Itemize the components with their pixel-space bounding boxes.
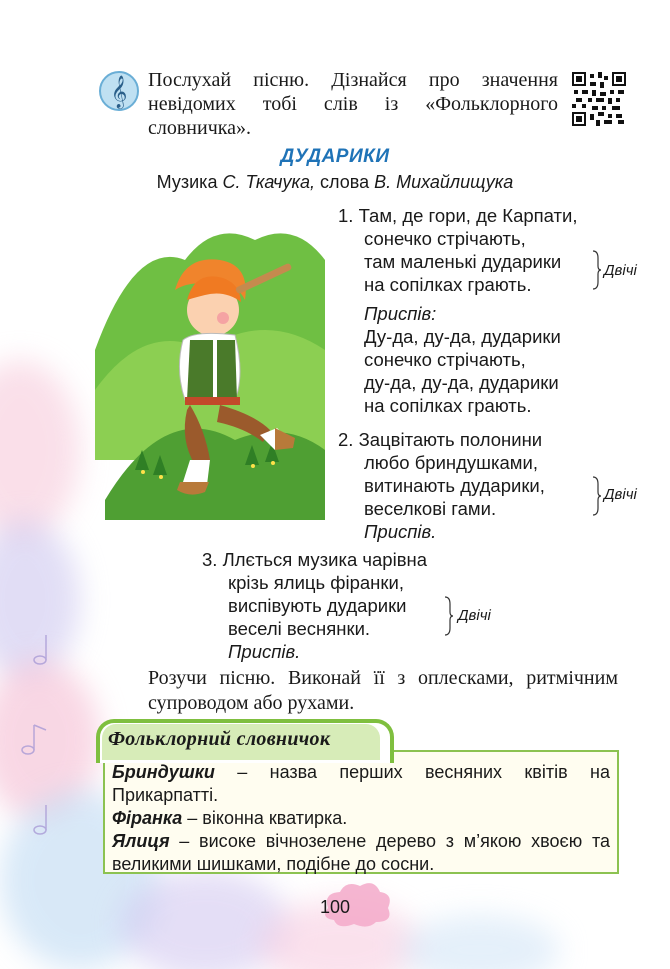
repeat-twice-label: Двічі [604, 486, 637, 503]
dictionary-term: Фіранка [112, 808, 183, 828]
svg-text:𝄞: 𝄞 [110, 75, 128, 108]
verse-line: виспівують дударики [228, 595, 407, 616]
verse-line: витинають дударики, [364, 475, 545, 496]
dictionary-entries [112, 761, 610, 876]
dictionary-title: Фольклорний словничок [108, 728, 331, 750]
chorus-label: Приспів: [364, 303, 437, 324]
dictionary-definition: – віконна кватирка. [182, 808, 348, 828]
chorus-line: на сопілках грають. [364, 395, 532, 416]
task-text: Розучи пісню. Виконай її з оплесками, ритмічним супроводом або рухами. [148, 667, 618, 714]
chorus-reference: Приспів. [364, 521, 437, 542]
page-number: 100 [319, 897, 351, 917]
dictionary-term: Бриндушки [112, 762, 215, 782]
chorus-line: ду-да, ду-да, дударики [364, 372, 559, 393]
brace-icon [592, 476, 602, 516]
song-credits [0, 172, 670, 193]
chorus [364, 302, 561, 417]
qr-code-icon[interactable] [572, 72, 626, 126]
song-title: ДУДАРИКИ [280, 146, 390, 167]
credits-music-label: Музика [156, 172, 223, 192]
chorus-line: сонечко стрічають, [364, 349, 526, 370]
verse-line: веселі веснянки. [228, 618, 371, 639]
treble-clef-icon [98, 70, 140, 112]
intro-text: Послухай пісню. Дізнайся про значення невідомих тобі слів із «Фольклорного словничка». [148, 69, 558, 139]
verse-line: 1. Там, де гори, де Карпати, [338, 205, 578, 226]
repeat-twice-label: Двічі [604, 262, 637, 279]
dictionary-entry [112, 807, 610, 830]
verse-line: 3. Ллється музика чарівна [202, 549, 428, 570]
verse-line: на сопілках грають. [364, 274, 532, 295]
brace-icon [592, 250, 602, 290]
dictionary-entry [112, 761, 610, 807]
lyricist-name: В. Михайлищука [374, 172, 514, 192]
verse-line: 2. Зацвітають полонини [338, 429, 543, 450]
verse-line: крізь ялиць фіранки, [228, 572, 404, 593]
verse-1 [338, 204, 578, 296]
dictionary-term: Ялиця [112, 831, 170, 851]
repeat-twice-label: Двічі [458, 607, 491, 624]
credits-words-label: слова [315, 172, 375, 192]
dictionary-entry [112, 830, 610, 876]
brace-icon [444, 596, 454, 636]
composer-name: С. Ткачука, [222, 172, 315, 192]
chorus-line: Ду-да, ду-да, дударики [364, 326, 561, 347]
dictionary-definition: – високе вічнозелене дерево з м’якою хвоєю та великими шишками, подібне до сосни. [112, 831, 610, 874]
dictionary-definition: – назва перших весняних квітів на Прикарпатті. [112, 762, 610, 805]
verse-3 [202, 548, 427, 663]
boy-with-pipe-illustration [95, 200, 325, 520]
verse-line: сонечко стрічають, [364, 228, 526, 249]
verse-line: там маленькі дударики [364, 251, 562, 272]
verse-line: веселкові гами. [364, 498, 497, 519]
chorus-reference: Приспів. [228, 641, 301, 662]
verse-2 [338, 428, 545, 543]
verse-line: любо бриндушками, [364, 452, 538, 473]
